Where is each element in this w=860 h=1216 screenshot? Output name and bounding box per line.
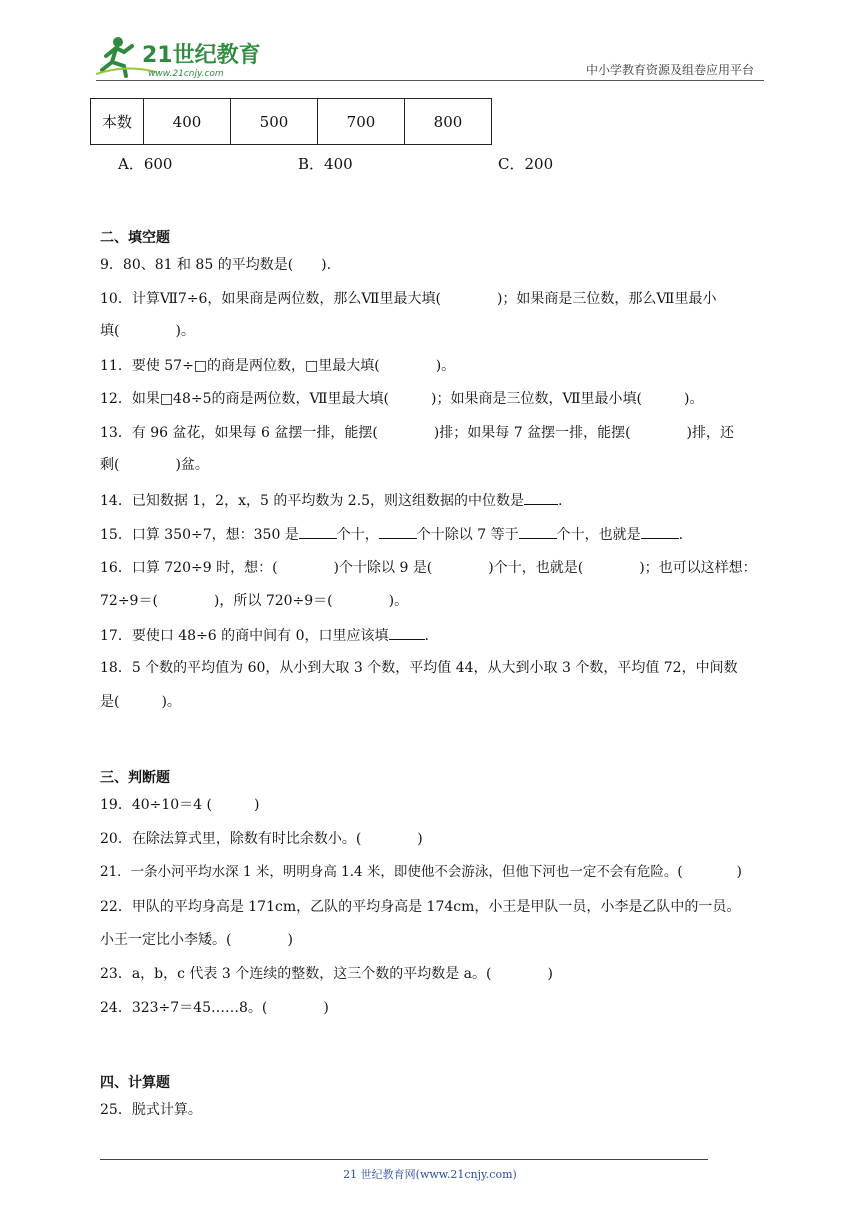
section-title-fill: 二、填空题 — [100, 230, 170, 246]
question-19: 19．40÷10＝4 ( ) — [100, 797, 260, 813]
question-22-line1: 22．甲队的平均身高是 171cm，乙队的平均身高是 174cm，小王是甲队一员，小李是乙队中的一员。 — [100, 899, 741, 915]
table-cell: 700 — [318, 99, 405, 145]
answer-blank — [389, 625, 425, 640]
answer-blank — [299, 524, 337, 539]
footer-divider — [100, 1159, 708, 1160]
answer-blank — [641, 524, 679, 539]
option-b: B．400 — [298, 155, 353, 173]
runner-icon — [96, 34, 266, 80]
question-15-part2: 个十， — [336, 527, 379, 543]
question-15-part1: 15．口算 350÷7，想：350 是 — [100, 527, 299, 543]
question-25: 25．脱式计算。 — [100, 1102, 202, 1118]
answer-blank — [519, 524, 557, 539]
question-24: 24．323÷7＝45……8。( ) — [100, 1000, 329, 1016]
option-a: A．600 — [118, 155, 173, 173]
question-11: 11．要使 57÷□的商是两位数，□里最大填( )。 — [100, 358, 456, 374]
logo-text: 21世纪教育 — [142, 43, 261, 68]
question-14 — [100, 490, 563, 511]
footer-text: 21 世纪教育网(www.21cnjy.com) — [343, 1168, 517, 1181]
question-17-text: 17．要使口 48÷6 的商中间有 0，口里应该填 — [100, 628, 389, 644]
question-15-part3: 个十除以 7 等于 — [416, 527, 519, 543]
header-slogan: 中小学教育资源及组卷应用平台 — [585, 63, 754, 77]
question-21: 21．一条小河平均水深 1 米，明明身高 1.4 米，即使他不会游泳，但他下河也一定不会有危险。( ) — [100, 864, 742, 880]
question-13-line2: 剩( )盆。 — [100, 457, 209, 473]
question-13-line1: 13．有 96 盆花，如果每 6 盆摆一排，能摆( )排；如果每 7 盆摆一排，能摆( )排，还 — [100, 425, 734, 441]
question-9: 9．80、81 和 85 的平均数是( ). — [100, 257, 332, 273]
answer-blank — [524, 490, 558, 505]
question-18-line1: 18．5 个数的平均值为 60，从小到大取 3 个数，平均值 44，从大到小取 3 个数，平均值 72，中间数 — [100, 660, 738, 676]
question-17 — [100, 625, 429, 646]
question-15-part5: . — [678, 527, 684, 543]
table-cell: 400 — [144, 99, 231, 145]
site-logo — [96, 34, 266, 80]
question-10-line2: 填( )。 — [100, 323, 195, 339]
question-16-line1: 16．口算 720÷9 时，想：( )个十除以 9 是( )个十，也就是( )；也可以这样想： — [100, 560, 757, 576]
question-15 — [100, 524, 683, 545]
question-15-part4: 个十，也就是 — [556, 527, 641, 543]
logo-url: www.21cnjy.com — [148, 69, 224, 79]
question-18-line2: 是( )。 — [100, 694, 181, 710]
quantity-table — [90, 98, 492, 145]
option-c: C．200 — [498, 155, 554, 173]
section-title-calc: 四、计算题 — [100, 1075, 170, 1091]
header-divider — [96, 80, 764, 81]
question-14-end: . — [558, 493, 563, 509]
question-22-line2: 小王一定比小李矮。( ) — [100, 932, 293, 948]
question-20: 20．在除法算式里，除数有时比余数小。( ) — [100, 831, 423, 847]
answer-blank — [379, 524, 417, 539]
question-16-line2: 72÷9＝( )，所以 720÷9＝( )。 — [100, 593, 409, 609]
question-12: 12．如果□48÷5的商是两位数，Ⅶ里最大填( )；如果商是三位数，Ⅶ里最小填( )。 — [100, 391, 704, 407]
question-10-line1: 10．计算Ⅶ7÷6，如果商是两位数，那么Ⅶ里最大填( )；如果商是三位数，那么Ⅶ里最小 — [100, 291, 717, 307]
table-cell: 800 — [405, 99, 492, 145]
question-14-text: 14．已知数据 1，2，x，5 的平均数为 2.5，则这组数据的中位数是 — [100, 493, 525, 509]
section-title-judge: 三、判断题 — [100, 770, 170, 786]
question-17-end: . — [424, 628, 429, 644]
question-23: 23．a，b，c 代表 3 个连续的整数，这三个数的平均数是 a。( ) — [100, 966, 553, 982]
table-row — [91, 99, 492, 145]
table-cell: 500 — [231, 99, 318, 145]
table-row-header: 本数 — [91, 99, 144, 145]
